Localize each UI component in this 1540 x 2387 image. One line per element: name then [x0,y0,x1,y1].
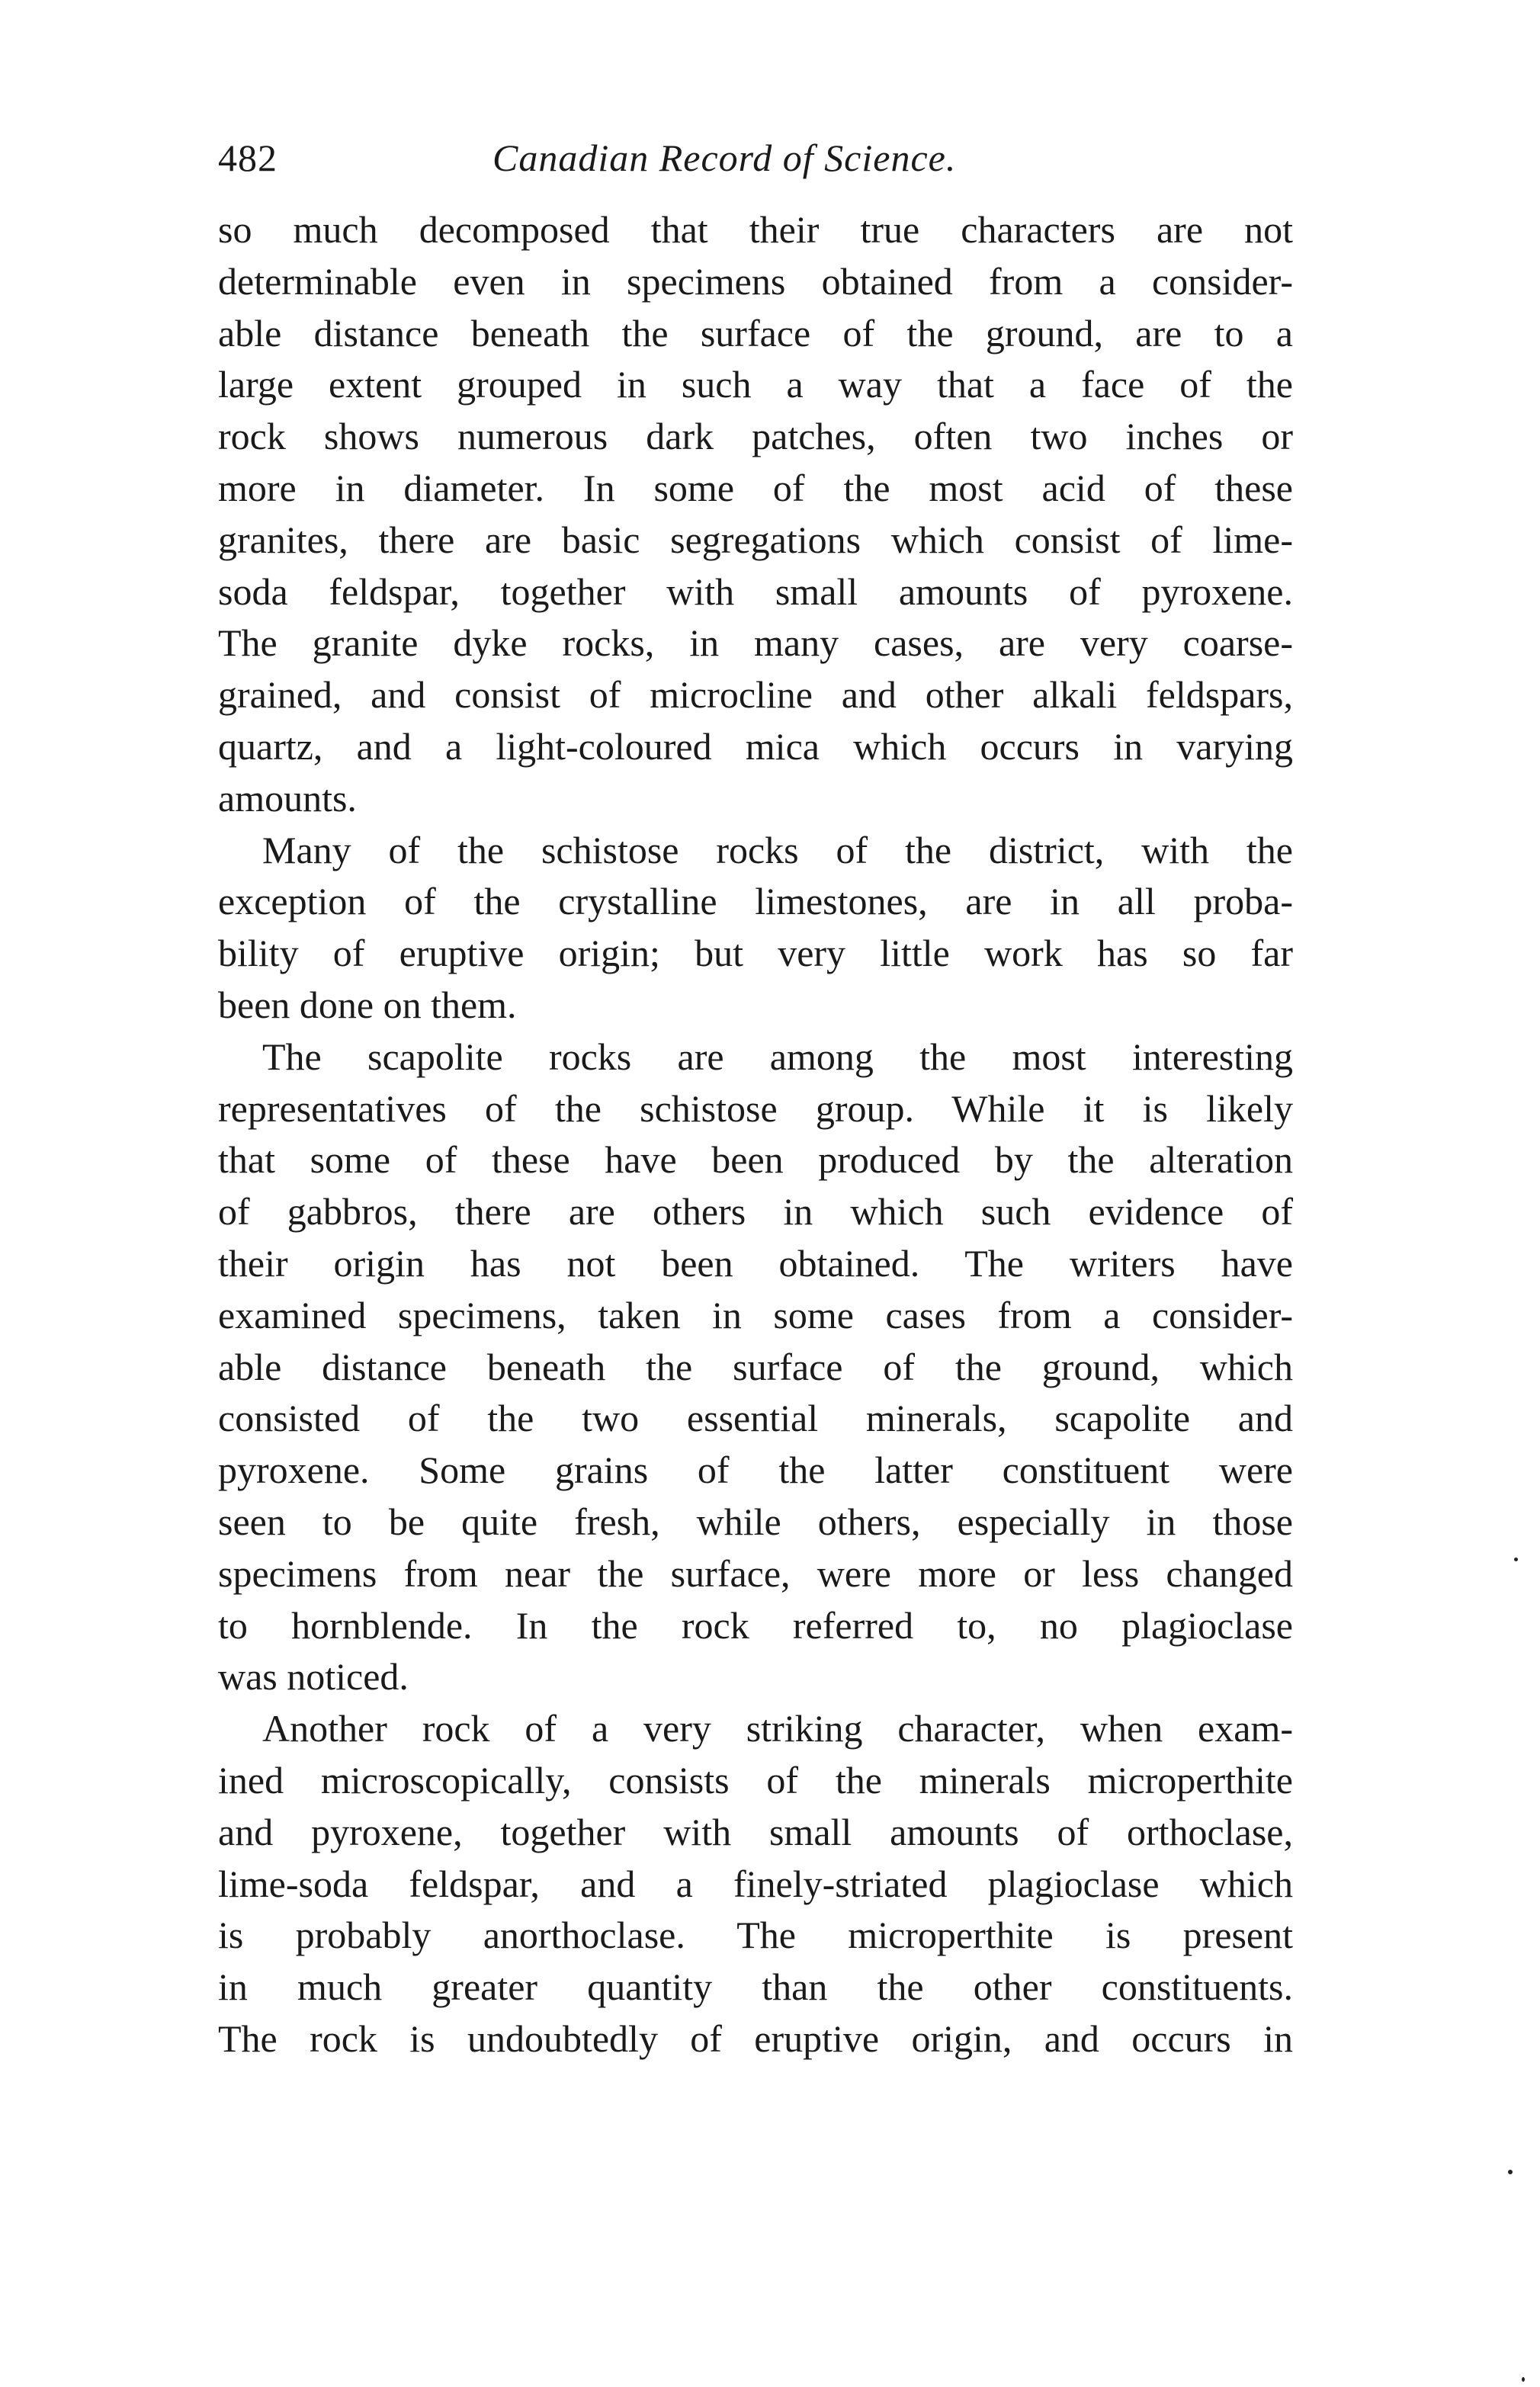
scan-speck [1508,2170,1513,2174]
text-line: bility of eruptive origin; but very little work has so far [218,932,1293,975]
text-line: lime-soda feldspar, and a finely-striated plagioclase which [218,1862,1293,1905]
text-line: determinable even in specimens obtained from a consider- [218,259,1293,303]
text-line: of gabbros, there are others in which such evidence of [218,1190,1293,1234]
text-line: Many of the schistose rocks of the district, with the [262,828,1293,871]
text-line: able distance beneath the surface of the ground, are to a [218,311,1293,355]
text-line: in much greater quantity than the other constituents. [218,1965,1293,2009]
text-line: pyroxene. Some grains of the latter constituent were [218,1449,1293,1492]
scan-speck [1514,1558,1518,1561]
text-line: their origin has not been obtained. The writers have [218,1241,1293,1285]
text-line: rock shows numerous dark patches, often two inches or [218,415,1293,458]
text-line: that some of these have been produced by the alteration [218,1138,1293,1182]
text-line: is probably anorthoclase. The microperthite is present [218,1914,1293,1957]
text-line: The granite dyke rocks, in many cases, are very coarse- [218,621,1293,665]
text-line: quartz, and a light-coloured mica which occurs in varying [218,724,1293,768]
text-line: was noticed. [218,1655,409,1699]
journal-title: Canadian Record of Science. [492,136,957,179]
text-line: been done on them. [218,983,517,1026]
text-line: so much decomposed that their true characters are not [218,208,1293,251]
text-line: grained, and consist of microcline and other alkali feldspars, [218,673,1293,717]
text-line: The rock is undoubtedly of eruptive origin, and occurs in [218,2016,1293,2060]
text-line: ined microscopically, consists of the minerals microperthite [218,1758,1293,1801]
page-number: 482 [218,136,278,179]
text-line: able distance beneath the surface of the ground, which [218,1345,1293,1388]
text-line: amounts. [218,776,357,820]
text-line: examined specimens, taken in some cases from a consider- [218,1293,1293,1336]
text-line: soda feldspar, together with small amounts of pyroxene. [218,569,1293,613]
text-line: The scapolite rocks are among the most interesting [262,1035,1293,1078]
text-line: large extent grouped in such a way that a face of the [218,363,1293,406]
text-line: exception of the crystalline limestones, are in all proba- [218,880,1293,923]
text-line: to hornblende. In the rock referred to, no plagioclase [218,1603,1293,1647]
text-line: representatives of the schistose group. While it is likely [218,1086,1293,1130]
running-head [218,136,1293,189]
text-line: consisted of the two essential minerals, scapolite and [218,1397,1293,1440]
text-line: specimens from near the surface, were more or less changed [218,1551,1293,1595]
text-line: granites, there are basic segregations which consist of lime- [218,518,1293,561]
text-line: more in diameter. In some of the most acid of these [218,466,1293,509]
text-line: and pyroxene, together with small amounts of orthoclase, [218,1810,1293,1853]
text-line: seen to be quite fresh, while others, especially in those [218,1500,1293,1543]
text-line: Another rock of a very striking character, when exam- [262,1707,1293,1750]
scan-speck [1522,2377,1525,2382]
body-text [218,204,1293,2065]
